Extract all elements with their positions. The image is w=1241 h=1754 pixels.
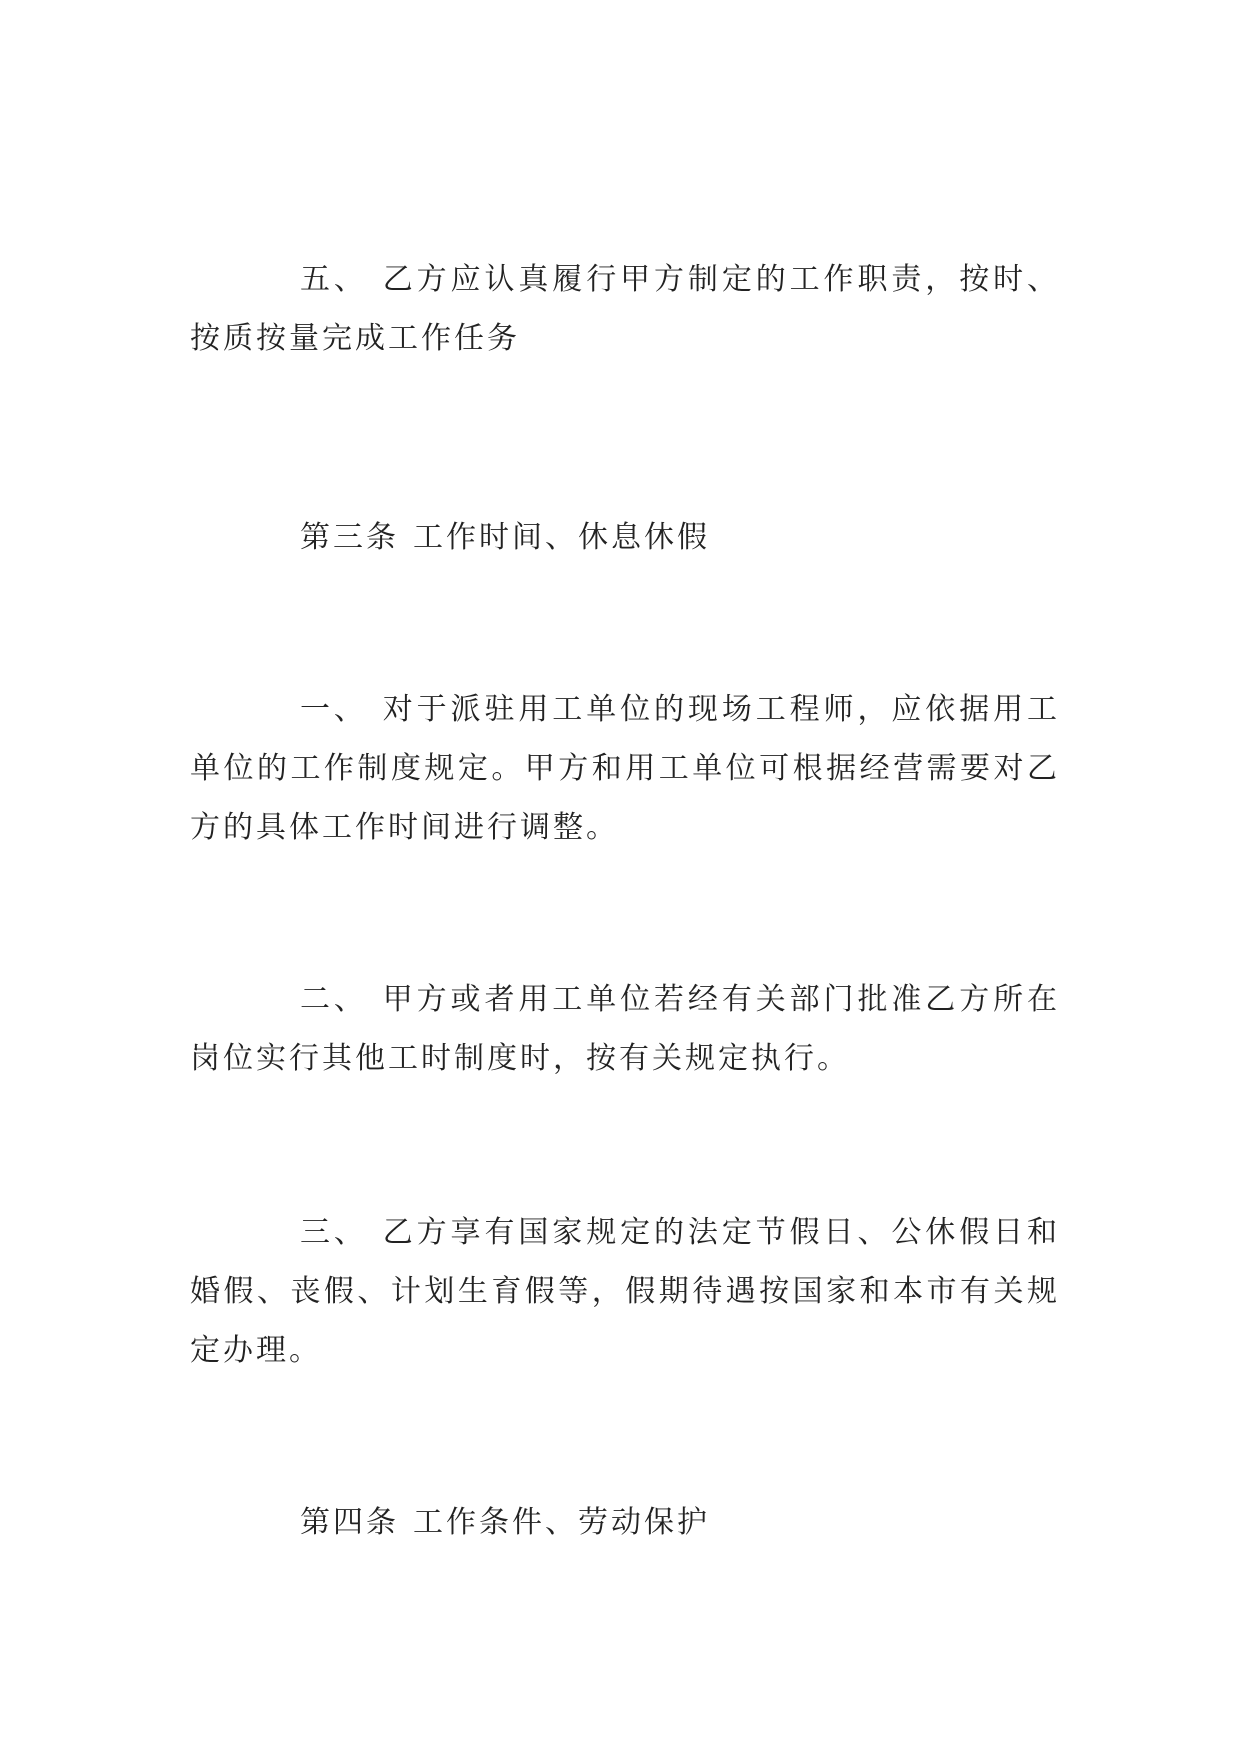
paragraph-item-one	[190, 680, 1060, 857]
paragraph-item-three	[190, 1203, 1060, 1380]
paragraph-text: 乙方应认真履行甲方制定的工作职责，按时、按质按量完成工作任务	[190, 262, 1061, 356]
paragraph-marker: 一、	[300, 692, 368, 727]
paragraph-text: 乙方享有国家规定的法定节假日、公休假日和婚假、丧假、计划生育假等，假期待遇按国家和本市有关规定办理。	[190, 1215, 1061, 1368]
article-heading-three	[300, 508, 710, 567]
article-title: 工作条件、劳动保护	[413, 1505, 710, 1540]
article-heading-four	[300, 1493, 710, 1552]
article-number: 第四条	[300, 1505, 399, 1540]
paragraph-item-two	[190, 970, 1060, 1088]
paragraph-text: 对于派驻用工单位的现场工程师，应依据用工单位的工作制度规定。甲方和用工单位可根据经营需要对乙方的具体工作时间进行调整。	[190, 692, 1061, 845]
article-title: 工作时间、休息休假	[413, 520, 710, 555]
paragraph-marker: 二、	[300, 982, 368, 1017]
paragraph-item-five	[190, 250, 1060, 368]
paragraph-marker: 三、	[300, 1215, 368, 1250]
paragraph-marker: 五、	[300, 262, 368, 297]
article-number: 第三条	[300, 520, 399, 555]
paragraph-text: 甲方或者用工单位若经有关部门批准乙方所在岗位实行其他工时制度时，按有关规定执行。	[190, 982, 1061, 1076]
